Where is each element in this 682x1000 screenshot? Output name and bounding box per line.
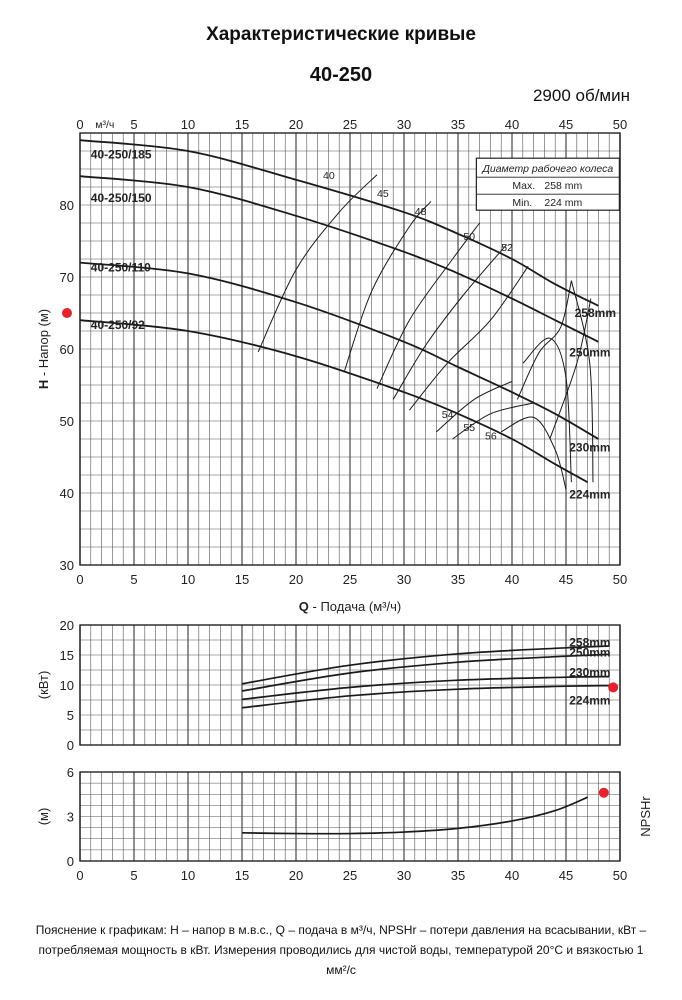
x-tick-label: 45 (558, 868, 574, 883)
x-tick-label: 25 (342, 868, 358, 883)
y-tick-label: 60 (59, 342, 74, 357)
y-tick-label: 70 (59, 270, 74, 285)
y-tick-label: 0 (66, 854, 74, 869)
x-axis-q: Q (298, 599, 309, 614)
legend-max-value: 258 mm (544, 180, 583, 193)
y-tick-label: 30 (59, 558, 74, 573)
footnote: Пояснение к графикам: H – напор в м.в.с., Q – подача в м³/ч, NPSHr – потери давления на всасывании, кВт – потребляемая мощность в кВт. Измерения проводились для чистой воды, температурой 20°C и вязкостью 1 мм²/с (35, 923, 647, 977)
efficiency-curve-1 (345, 201, 431, 370)
efficiency-label: 54 (441, 408, 454, 421)
curve-label: 40-250/92 (90, 318, 145, 333)
y-tick-label: 50 (59, 414, 74, 429)
top-x-tick-label: 10 (180, 117, 196, 132)
efficiency-label: 48 (414, 205, 427, 218)
efficiency-label: 52 (501, 241, 513, 254)
red-marker (608, 682, 618, 692)
top-x-tick-label: 15 (234, 117, 250, 132)
x-tick-label: 25 (342, 572, 358, 587)
curve-label: 40-250/150 (90, 190, 152, 205)
power-diameter-label: 224mm (569, 693, 611, 708)
page-title: Характеристические кривые (206, 24, 476, 45)
top-x-tick-label: 45 (558, 117, 574, 132)
x-tick-label: 10 (180, 572, 196, 587)
legend-max-label: Max. (512, 180, 536, 193)
model-title: 40-250 (309, 64, 373, 86)
y-tick-label: 6 (66, 765, 74, 780)
x-tick-label: 35 (450, 572, 466, 587)
efficiency-label: 50 (463, 230, 476, 243)
x-tick-label: 35 (450, 868, 466, 883)
y-tick-label: 80 (59, 198, 74, 213)
grid-npsh (80, 772, 620, 861)
top-x-tick-label: 30 (396, 117, 412, 132)
y-axis-label (36, 309, 51, 389)
x-tick-label: 30 (396, 572, 412, 587)
x-tick-label: 15 (234, 572, 250, 587)
top-axis-unit: м³/ч (95, 119, 115, 131)
top-x-tick-label: 20 (288, 117, 304, 132)
x-tick-label: 0 (76, 868, 84, 883)
legend-min-value: 224 mm (544, 197, 583, 210)
diameter-label: 250mm (569, 345, 611, 360)
power-diameter-label: 250mm (569, 645, 611, 660)
grid-power (80, 625, 620, 745)
curve-label: 40-250/110 (90, 260, 151, 275)
x-tick-label: 40 (504, 868, 520, 883)
red-marker (599, 788, 609, 798)
y-axis-h: H (36, 379, 51, 390)
power-diameter-label: 258mm (569, 635, 611, 650)
y-tick-label: 40 (59, 486, 74, 501)
x-tick-label: 20 (288, 868, 304, 883)
x-axis-rest: - Подача (м³/ч) (308, 599, 402, 614)
top-x-tick-label: 25 (342, 117, 358, 132)
diameter-label: 230mm (569, 440, 611, 455)
diameter-label: 224mm (569, 487, 611, 502)
top-x-tick-label: 35 (450, 117, 466, 132)
top-x-tick-label: 5 (130, 117, 138, 132)
x-tick-label: 50 (612, 572, 628, 587)
efficiency-label: 40 (323, 169, 335, 182)
diameter-label: 258mm (574, 306, 617, 320)
npshr-label: NPSHr (638, 796, 653, 837)
efficiency-label: 45 (377, 187, 389, 200)
curve-label: 40-250/185 (90, 147, 152, 162)
x-axis-label (299, 599, 401, 614)
x-tick-label: 0 (76, 572, 84, 587)
efficiency-curve-3 (393, 245, 506, 400)
x-tick-label: 45 (558, 572, 574, 587)
power-axis-label: (кВт) (36, 670, 51, 700)
y-tick-label: 20 (59, 618, 74, 633)
npsh-axis-label: (м) (36, 807, 51, 826)
power-diameter-label: 230mm (569, 665, 611, 680)
y-tick-label: 0 (66, 738, 74, 753)
y-tick-label: 10 (59, 678, 74, 693)
y-tick-label: 3 (66, 809, 74, 825)
top-x-tick-label: 0 (76, 117, 84, 132)
x-tick-label: 5 (130, 868, 138, 883)
legend-min-label: Min. (512, 197, 533, 210)
x-tick-label: 5 (130, 572, 138, 587)
x-tick-label: 15 (234, 868, 250, 883)
y-tick-label: 15 (59, 648, 74, 663)
legend-title: Диаметр рабочего колеса (482, 163, 614, 176)
x-tick-label: 30 (396, 868, 412, 883)
x-tick-label: 20 (288, 572, 304, 587)
x-tick-label: 50 (612, 868, 628, 883)
y-tick-label: 5 (66, 708, 74, 723)
top-x-tick-label: 40 (504, 117, 520, 132)
red-marker (62, 308, 72, 318)
efficiency-label: 55 (463, 421, 476, 434)
efficiency-label: 56 (485, 430, 497, 443)
speed-label: 2900 об/мин (532, 86, 630, 105)
x-tick-label: 40 (504, 572, 520, 587)
y-axis-rest: - Напор (м) (36, 308, 51, 380)
top-x-tick-label: 50 (612, 117, 628, 132)
x-tick-label: 10 (180, 868, 196, 883)
